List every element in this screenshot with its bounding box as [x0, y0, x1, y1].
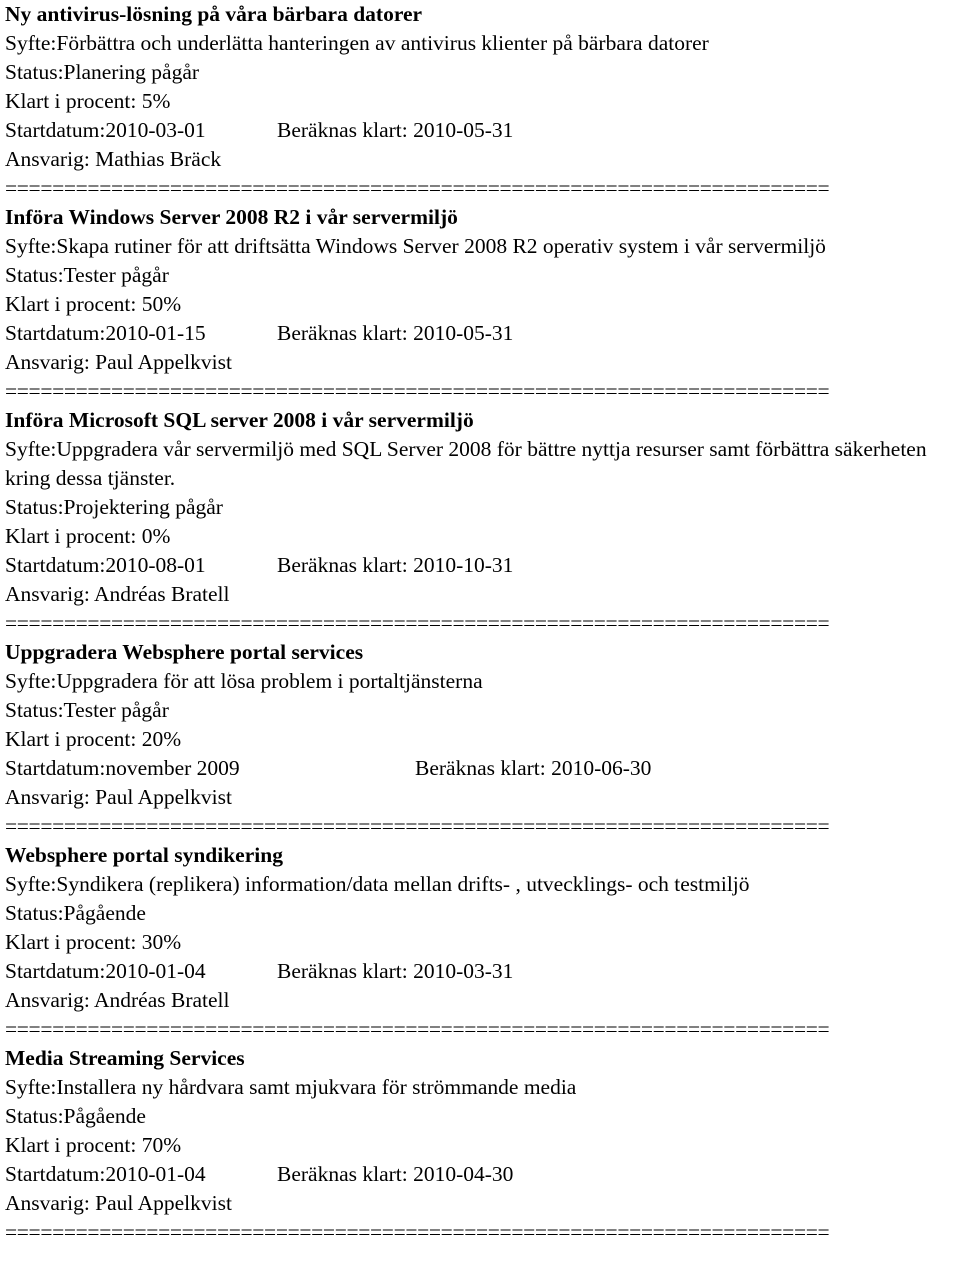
- project-start-date: Startdatum:2010-01-04: [5, 959, 206, 983]
- project-entry: [5, 638, 957, 841]
- project-status: Status:Planering pågår: [5, 60, 200, 84]
- project-progress: Klart i procent: 20%: [5, 727, 182, 751]
- project-progress: Klart i procent: 70%: [5, 1133, 182, 1157]
- project-end-date: Beräknas klart: 2010-05-31: [277, 321, 514, 345]
- project-progress: Klart i procent: 5%: [5, 89, 171, 113]
- project-title: Media Streaming Services: [5, 1046, 245, 1070]
- project-progress: Klart i procent: 0%: [5, 524, 171, 548]
- project-dates: [5, 1160, 957, 1189]
- project-owner: Ansvarig: Paul Appelkvist: [5, 1191, 232, 1215]
- project-owner: Ansvarig: Mathias Bräck: [5, 147, 222, 171]
- separator-line: ======================================================================: [5, 1017, 830, 1041]
- project-dates: [5, 319, 957, 348]
- project-end-date: Beräknas klart: 2010-04-30: [277, 1162, 514, 1186]
- project-title: Ny antivirus-lösning på våra bärbara datorer: [5, 2, 423, 26]
- project-status-document: [5, 0, 957, 1247]
- project-progress: Klart i procent: 50%: [5, 292, 182, 316]
- project-purpose: Syfte:Förbättra och underlätta hanteringen av antivirus klienter på bärbara datorer: [5, 31, 709, 55]
- project-purpose: Syfte:Uppgradera vår servermiljö med SQL Server 2008 för bättre nyttja resurser samt förbättra säkerheten kring dessa tjänster.: [5, 437, 927, 490]
- project-dates: [5, 957, 957, 986]
- project-purpose: Syfte:Skapa rutiner för att driftsätta Windows Server 2008 R2 operativ system i vår servermiljö: [5, 234, 826, 258]
- separator-line: ======================================================================: [5, 611, 830, 635]
- project-end-date: Beräknas klart: 2010-06-30: [415, 756, 652, 780]
- project-entry: [5, 406, 957, 638]
- project-start-date: Startdatum:2010-01-04: [5, 1162, 206, 1186]
- project-title: Websphere portal syndikering: [5, 843, 283, 867]
- project-dates: [5, 754, 957, 783]
- project-title: Införa Microsoft SQL server 2008 i vår servermiljö: [5, 408, 474, 432]
- project-entry: [5, 841, 957, 1044]
- project-start-date: Startdatum:2010-08-01: [5, 553, 206, 577]
- project-owner: Ansvarig: Andréas Bratell: [5, 582, 230, 606]
- project-end-date: Beräknas klart: 2010-10-31: [277, 553, 514, 577]
- project-start-date: Startdatum:2010-03-01: [5, 118, 206, 142]
- project-purpose: Syfte:Syndikera (replikera) information/data mellan drifts- , utvecklings- och testmiljö: [5, 872, 750, 896]
- project-end-date: Beräknas klart: 2010-05-31: [277, 118, 514, 142]
- project-purpose: Syfte:Uppgradera för att lösa problem i portaltjänsterna: [5, 669, 483, 693]
- project-dates: [5, 551, 957, 580]
- project-dates: [5, 116, 957, 145]
- project-owner: Ansvarig: Paul Appelkvist: [5, 350, 232, 374]
- project-owner: Ansvarig: Paul Appelkvist: [5, 785, 232, 809]
- project-status: Status:Projektering pågår: [5, 495, 223, 519]
- separator-line: ======================================================================: [5, 176, 830, 200]
- project-entry: [5, 1044, 957, 1247]
- project-start-date: Startdatum:november 2009: [5, 756, 240, 780]
- project-purpose: Syfte:Installera ny hårdvara samt mjukvara för strömmande media: [5, 1075, 577, 1099]
- project-entry: [5, 0, 957, 203]
- project-progress: Klart i procent: 30%: [5, 930, 182, 954]
- project-entry: [5, 203, 957, 406]
- separator-line: ======================================================================: [5, 1220, 830, 1244]
- project-title: Uppgradera Websphere portal services: [5, 640, 364, 664]
- project-status: Status:Pågående: [5, 901, 146, 925]
- project-status: Status:Tester pågår: [5, 263, 169, 287]
- project-title: Införa Windows Server 2008 R2 i vår servermiljö: [5, 205, 458, 229]
- project-start-date: Startdatum:2010-01-15: [5, 321, 206, 345]
- project-owner: Ansvarig: Andréas Bratell: [5, 988, 230, 1012]
- project-end-date: Beräknas klart: 2010-03-31: [277, 959, 514, 983]
- project-status: Status:Pågående: [5, 1104, 146, 1128]
- separator-line: ======================================================================: [5, 379, 830, 403]
- project-status: Status:Tester pågår: [5, 698, 169, 722]
- separator-line: ======================================================================: [5, 814, 830, 838]
